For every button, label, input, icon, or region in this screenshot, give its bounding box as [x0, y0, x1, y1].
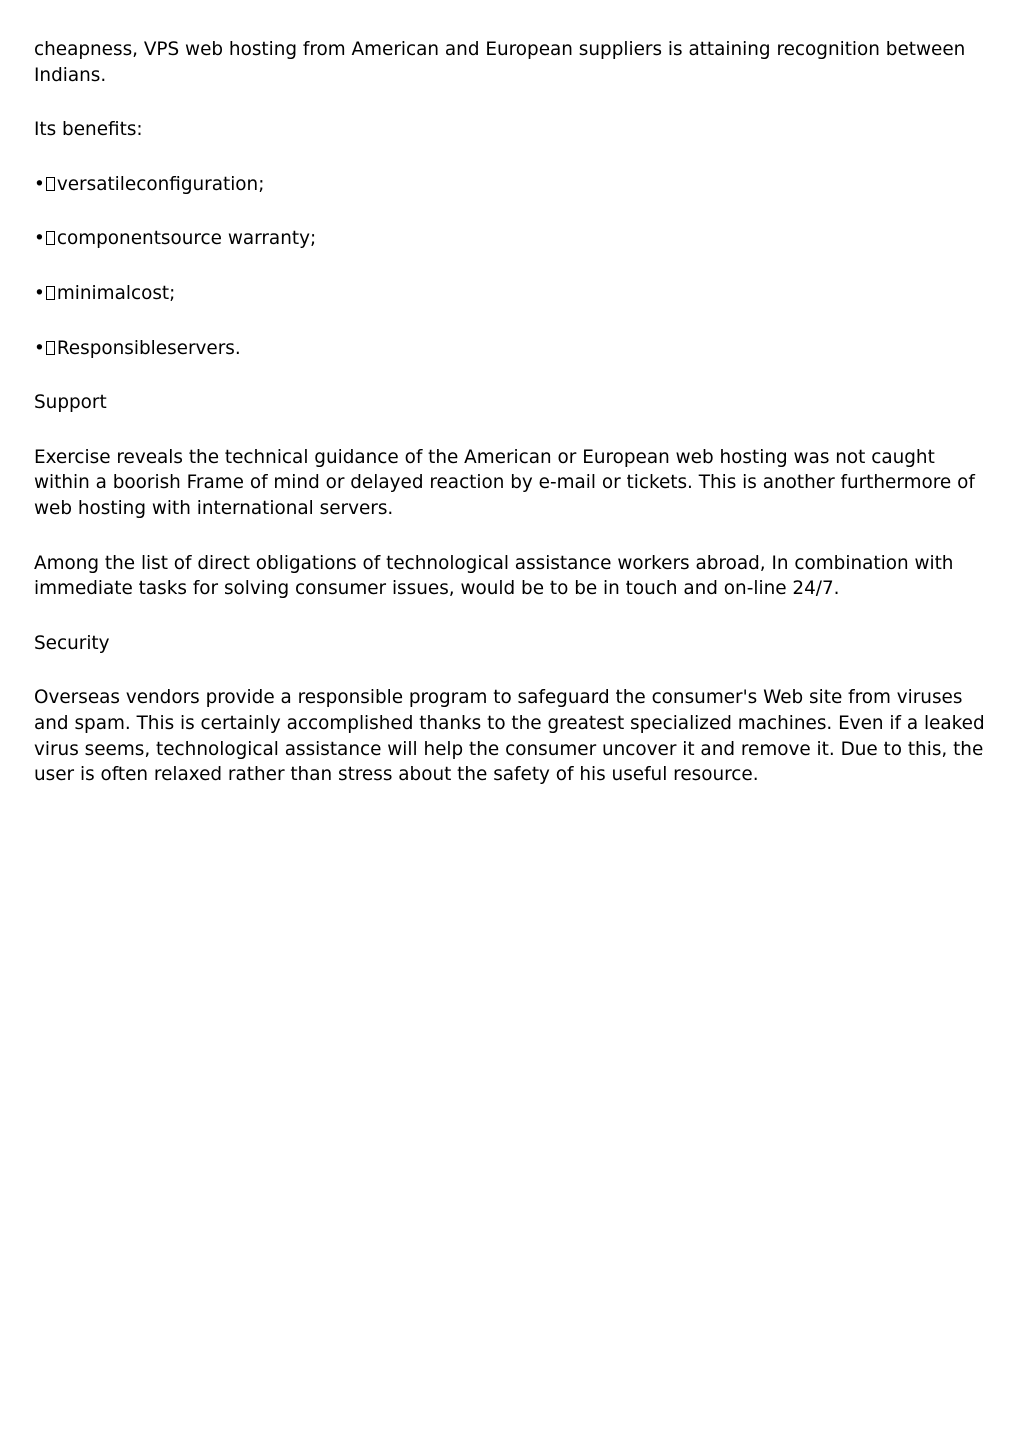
benefit-first-word: versatile — [56, 173, 137, 195]
intro-paragraph: cheapness, VPS web hosting from American and European suppliers is attaining recognition between Indians. — [34, 39, 966, 86]
support-paragraph-1: Exercise reveals the technical guidance of the American or European web hosting was not caught within a boorish Frame of mind or delayed reaction by e-mail or tickets. This is another furthermore of web hosting with international servers. — [34, 446, 975, 519]
benefit-rest: source warranty; — [160, 228, 317, 250]
missing-glyph-icon — [46, 286, 55, 300]
support-heading: Support — [34, 392, 107, 414]
benefit-first-word: component — [56, 228, 161, 250]
support-paragraph-2: Among the list of direct obligations of technological assistance workers abroad, In combination with immediate tasks for solving consumer issues, would be to be in touch and on-line 24/7. — [34, 552, 954, 600]
bullet-icon: • — [34, 337, 45, 359]
benefit-rest: servers. — [167, 337, 241, 359]
benefit-item — [34, 336, 994, 362]
missing-glyph-icon — [46, 177, 55, 191]
benefit-first-word: Responsible — [56, 337, 168, 359]
benefits-heading: Its benefits: — [34, 119, 143, 141]
benefit-first-word: minimal — [56, 282, 131, 304]
bullet-icon: • — [34, 228, 45, 250]
security-paragraph: Overseas vendors provide a responsible program to safeguard the consumer's Web site from viruses and spam. This is certainly accomplished thanks to the greatest specialized machines. Even if a leaked virus seems, technological assistance will help the consumer uncover it and remove it. Due to this, the user is often relaxed rather than stress about the safety of his useful resource. — [34, 687, 985, 786]
missing-glyph-icon — [46, 231, 55, 245]
benefit-item — [34, 172, 994, 198]
security-heading: Security — [34, 632, 110, 654]
benefit-item — [34, 281, 994, 307]
benefit-rest: configuration; — [136, 173, 265, 195]
bullet-icon: • — [34, 173, 45, 195]
benefit-rest: cost; — [130, 282, 176, 304]
bullet-icon: • — [34, 282, 45, 304]
document-page — [34, 37, 994, 817]
benefit-item — [34, 226, 994, 252]
missing-glyph-icon — [46, 341, 55, 355]
